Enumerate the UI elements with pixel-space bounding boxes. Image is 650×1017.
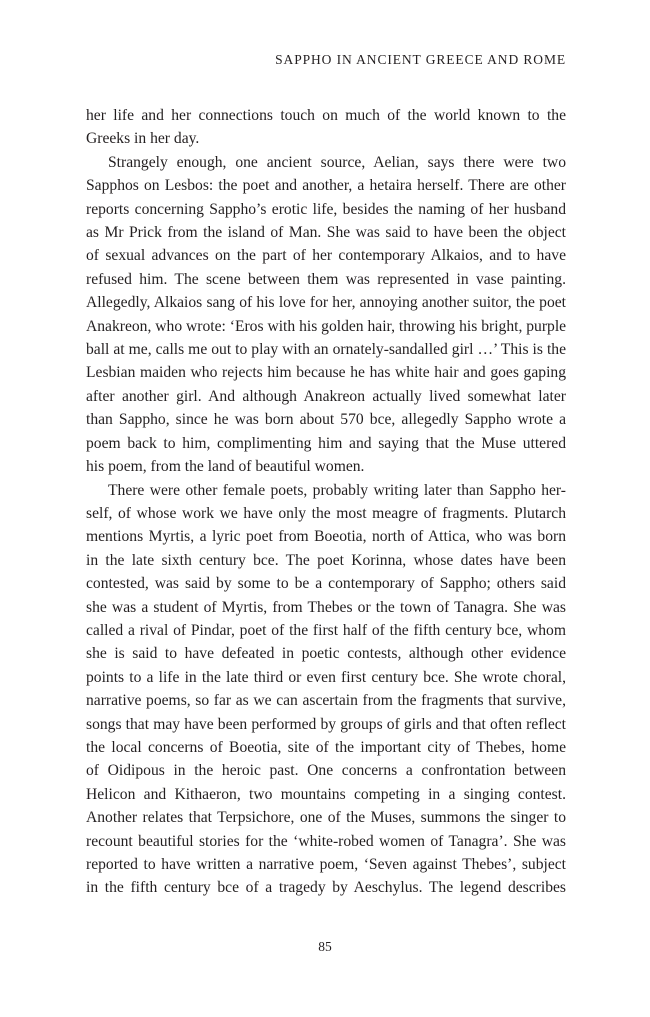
text-line: There were other female poets, probably writing later than Sappho her- <box>108 481 566 499</box>
text-line: mentions Myrtis, a lyric poet from Boeotia, north of Attica, who was born <box>86 528 566 546</box>
paragraph <box>86 151 566 479</box>
text-line: reports concerning Sappho’s erotic life, besides the naming of her husband <box>86 200 566 218</box>
text-line: of sexual advances on the part of her contemporary Alkaios, and to have <box>86 247 566 265</box>
text-line: as Mr Prick from the island of Man. She was said to have been the object <box>86 224 566 242</box>
text-line: self, of whose work we have only the most meagre of fragments. Plutarch <box>86 504 566 522</box>
text-line: the local concerns of Boeotia, site of the important city of Thebes, home <box>86 738 566 756</box>
paragraph <box>86 479 566 900</box>
text-line: she was a student of Myrtis, from Thebes or the town of Tanagra. She was <box>86 598 566 616</box>
text-line: his poem, from the land of beautiful women. <box>86 458 365 476</box>
text-line: songs that may have been performed by groups of girls and that often reflect <box>86 715 566 733</box>
text-line: narrative poems, so far as we can ascertain from the fragments that survive, <box>86 692 566 710</box>
running-head: SAPPHO IN ANCIENT GREECE AND ROME <box>275 52 566 67</box>
text-line: in the fifth century bce of a tragedy by Aeschylus. The legend describes <box>86 879 566 897</box>
text-line: than Sappho, since he was born about 570 bce, allegedly Sappho wrote a <box>86 411 566 429</box>
text-line: Helicon and Kithaeron, two mountains competing in a singing contest. <box>86 785 566 803</box>
text-line: Greeks in her day. <box>86 130 200 148</box>
text-line: points to a life in the late third or even first century bce. She wrote choral, <box>86 668 566 686</box>
text-line: Lesbian maiden who rejects him because he has white hair and goes gaping <box>86 364 566 382</box>
text-line: of Oidipous in the heroic past. One concerns a confrontation between <box>86 762 566 780</box>
text-line: Anakreon, who wrote: ‘Eros with his golden hair, throwing his bright, purple <box>86 317 567 335</box>
text-line: Sapphos on Lesbos: the poet and another, a hetaira herself. There are other <box>86 177 566 195</box>
text-line: in the late sixth century bce. The poet Korinna, whose dates have been <box>86 551 566 569</box>
text-line: reported to have written a narrative poem, ‘Seven against Thebes’, subject <box>86 856 566 873</box>
text-line: called a rival of Pindar, poet of the first half of the fifth century bce, whom <box>86 621 566 639</box>
text-line: ball at me, calls me out to play with an ornately-sandalled girl …’ This is the <box>86 341 566 359</box>
text-line: recount beautiful stories for the ‘white-robed women of Tanagra’. She was <box>86 832 566 850</box>
text-line: Allegedly, Alkaios sang of his love for her, annoying another suitor, the poet <box>86 294 566 312</box>
text-line: refused him. The scene between them was represented in vase painting. <box>86 270 566 288</box>
text-line: poem back to him, complimenting him and saying that the Muse uttered <box>86 434 566 452</box>
text-line: Another relates that Terpsichore, one of the Muses, summons the singer to <box>86 809 566 827</box>
page-number: 85 <box>318 939 332 954</box>
text-line: Strangely enough, one ancient source, Aelian, says there were two <box>108 153 566 171</box>
text-line: her life and her connections touch on much of the world known to the <box>86 107 566 124</box>
body-text <box>86 104 566 900</box>
text-line: contested, was said by some to be a contemporary of Sappho; others said <box>86 575 566 593</box>
text-line: she is said to have defeated in poetic contests, although other evidence <box>86 645 566 663</box>
paragraph <box>86 104 566 151</box>
text-line: after another girl. And although Anakreon actually lived somewhat later <box>86 387 566 405</box>
